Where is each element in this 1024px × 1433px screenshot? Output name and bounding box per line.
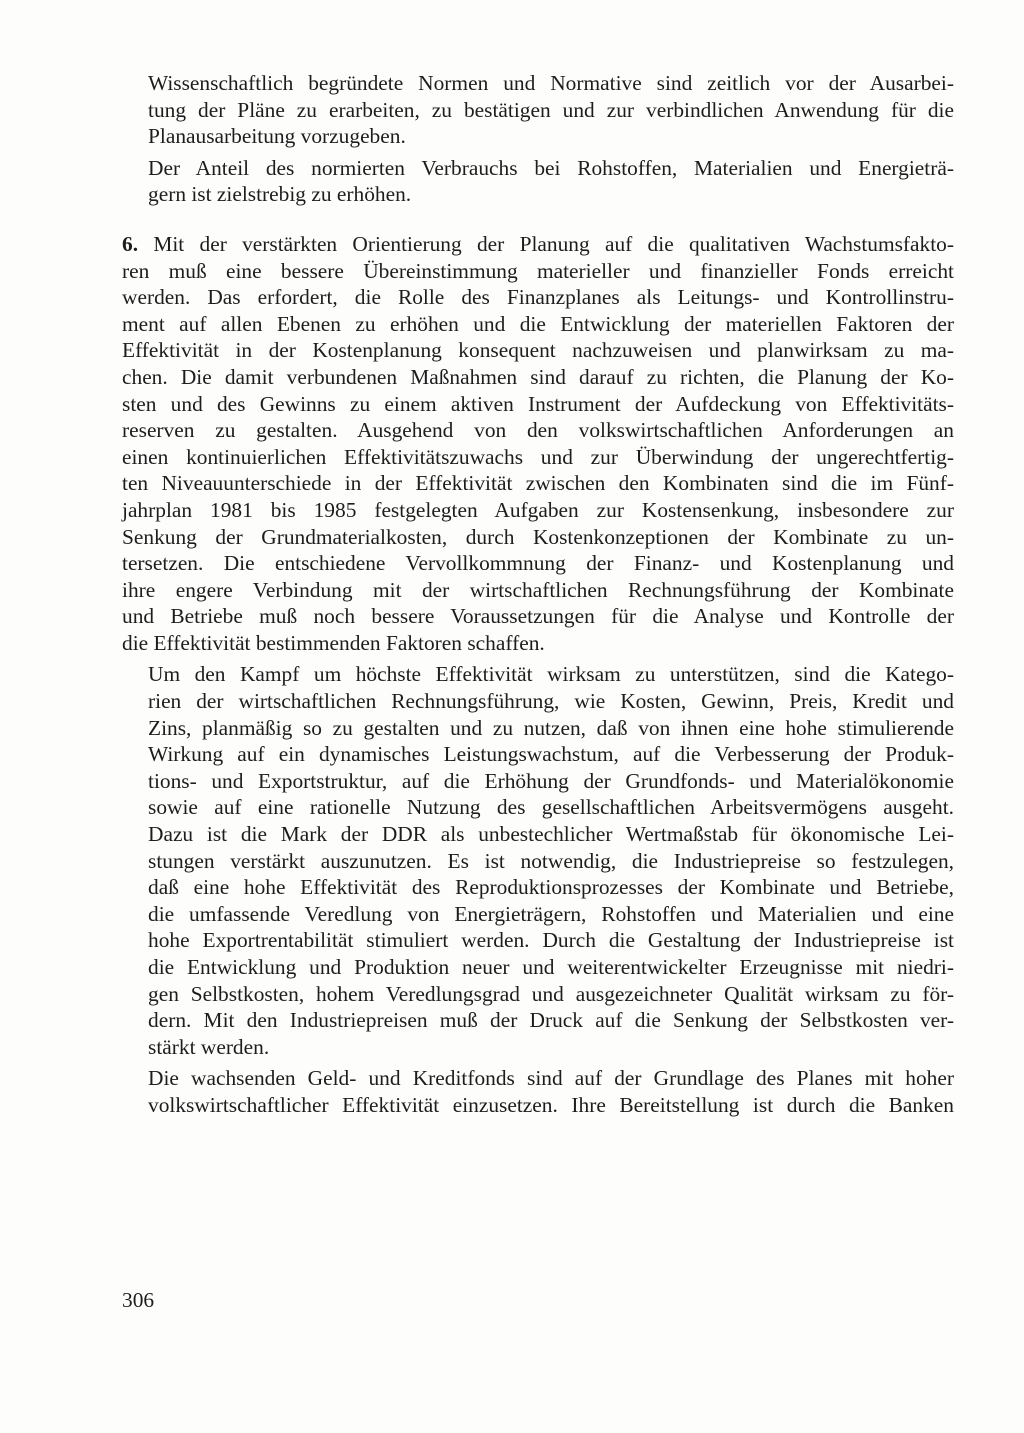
text-line: reserven zu gestalten. Ausgehend von den volkswirtschaftlichen Anforderungen an	[122, 418, 954, 443]
paragraph-section-6	[122, 231, 954, 657]
text-line: ment auf allen Ebenen zu erhöhen und die Entwicklung der materiellen Faktoren der	[122, 311, 954, 336]
text-line: hohe Exportrentabilität stimuliert werden. Durch die Gestaltung der Industriepreise ist	[148, 928, 954, 953]
text-line: gen Selbstkosten, hohem Veredlungsgrad und ausgezeichneter Qualität wirksam zu för-	[148, 981, 954, 1006]
page-number: 306	[122, 1288, 155, 1312]
text-line: stungen verstärkt auszunutzen. Es ist notwendig, die Industriepreise so festzulegen,	[148, 848, 954, 873]
text-line: Planausarbeitung vorzugeben.	[148, 124, 406, 149]
text-line-content: Mit der verstärkten Orientierung der Planung auf die qualitativen Wachstumsfakto-	[138, 231, 954, 256]
text-line: ten Niveauunterschiede in der Effektivität zwischen den Kombinaten sind die im Fünf-	[122, 471, 954, 496]
text-line: sowie auf eine rationelle Nutzung des gesellschaftlichen Arbeitsvermögens ausgeht.	[148, 795, 954, 820]
text-line: einen kontinuierlichen Effektivitätszuwachs und zur Überwindung der ungerechtfertig-	[122, 444, 954, 469]
text-line: tions- und Exportstruktur, auf die Erhöhung der Grundfonds- und Materialökonomie	[148, 768, 954, 793]
text-line: tung der Pläne zu erarbeiten, zu bestätigen und zur verbindlichen Anwendung für die	[148, 97, 954, 122]
text-line: volkswirtschaftlicher Effektivität einzusetzen. Ihre Bereitstellung ist durch die Banken	[148, 1092, 954, 1117]
text-line: ren muß eine bessere Übereinstimmung materieller und finanzieller Fonds erreicht	[122, 258, 954, 283]
section-number: 6.	[122, 231, 139, 256]
paragraph-anteil	[122, 155, 954, 208]
text-line: rien der wirtschaftlichen Rechnungsführung, wie Kosten, Gewinn, Preis, Kredit und	[148, 689, 954, 714]
text-line: Der Anteil des normierten Verbrauchs bei Rohstoffen, Materialien und Energieträ-	[148, 155, 954, 180]
paragraph-normen	[122, 70, 954, 150]
text-line: sten und des Gewinns zu einem aktiven Instrument der Aufdeckung von Effektivitäts-	[122, 391, 954, 416]
paragraph-kampf	[122, 661, 954, 1060]
text-line: Senkung der Grundmaterialkosten, durch Kostenkonzeptionen der Kombinate zu un-	[122, 524, 954, 549]
text-line	[122, 231, 954, 258]
text-line: stärkt werden.	[148, 1034, 270, 1059]
text-line: die Effektivität bestimmenden Faktoren schaffen.	[122, 630, 545, 655]
text-line: Die wachsenden Geld- und Kreditfonds sind auf der Grundlage des Planes mit hoher	[148, 1066, 954, 1091]
text-line: Wissenschaftlich begründete Normen und Normative sind zeitlich vor der Ausarbei-	[148, 71, 954, 95]
text-line: und Betriebe muß noch bessere Voraussetzungen für die Analyse und Kontrolle der	[122, 604, 954, 629]
text-line: tersetzen. Die entschiedene Vervollkommnung der Finanz- und Kostenplanung und	[122, 551, 954, 576]
text-line: chen. Die damit verbundenen Maßnahmen sind darauf zu richten, die Planung der Ko-	[122, 364, 954, 389]
text-line: gern ist zielstrebig zu erhöhen.	[148, 182, 412, 207]
text-line: Wirkung auf ein dynamisches Leistungswachstum, auf die Verbesserung der Produk-	[148, 742, 954, 767]
text-line: Zins, planmäßig so zu gestalten und zu nutzen, daß von ihnen eine hohe stimulierende	[148, 715, 954, 740]
text-line: werden. Das erfordert, die Rolle des Finanzplanes als Leitungs- und Kontrollinstru-	[122, 285, 954, 310]
text-line: dern. Mit den Industriepreisen muß der Druck auf die Senkung der Selbstkosten ver-	[148, 1008, 954, 1033]
body-text	[122, 70, 954, 1119]
text-line: die umfassende Veredlung von Energieträgern, Rohstoffen und Materialien und eine	[148, 901, 954, 926]
text-line: ihre engere Verbindung mit der wirtschaftlichen Rechnungsführung der Kombinate	[122, 577, 954, 602]
text-line: Effektivität in der Kostenplanung konsequent nachzuweisen und planwirksam zu ma-	[122, 338, 954, 363]
text-line: die Entwicklung und Produktion neuer und weiterentwickelter Erzeugnisse mit niedri-	[148, 955, 954, 979]
text-line: Dazu ist die Mark der DDR als unbestechlicher Wertmaßstab für ökonomische Lei-	[148, 822, 954, 847]
text-line: Um den Kampf um höchste Effektivität wirksam zu unterstützen, sind die Katego-	[148, 662, 954, 687]
text-line: jahrplan 1981 bis 1985 festgelegten Aufgaben zur Kostensenkung, insbesondere zur	[122, 497, 954, 522]
paragraph-geld-kreditfonds	[122, 1065, 954, 1118]
text-line: daß eine hohe Effektivität des Reproduktionsprozesses der Kombinate und Betriebe,	[148, 875, 954, 900]
